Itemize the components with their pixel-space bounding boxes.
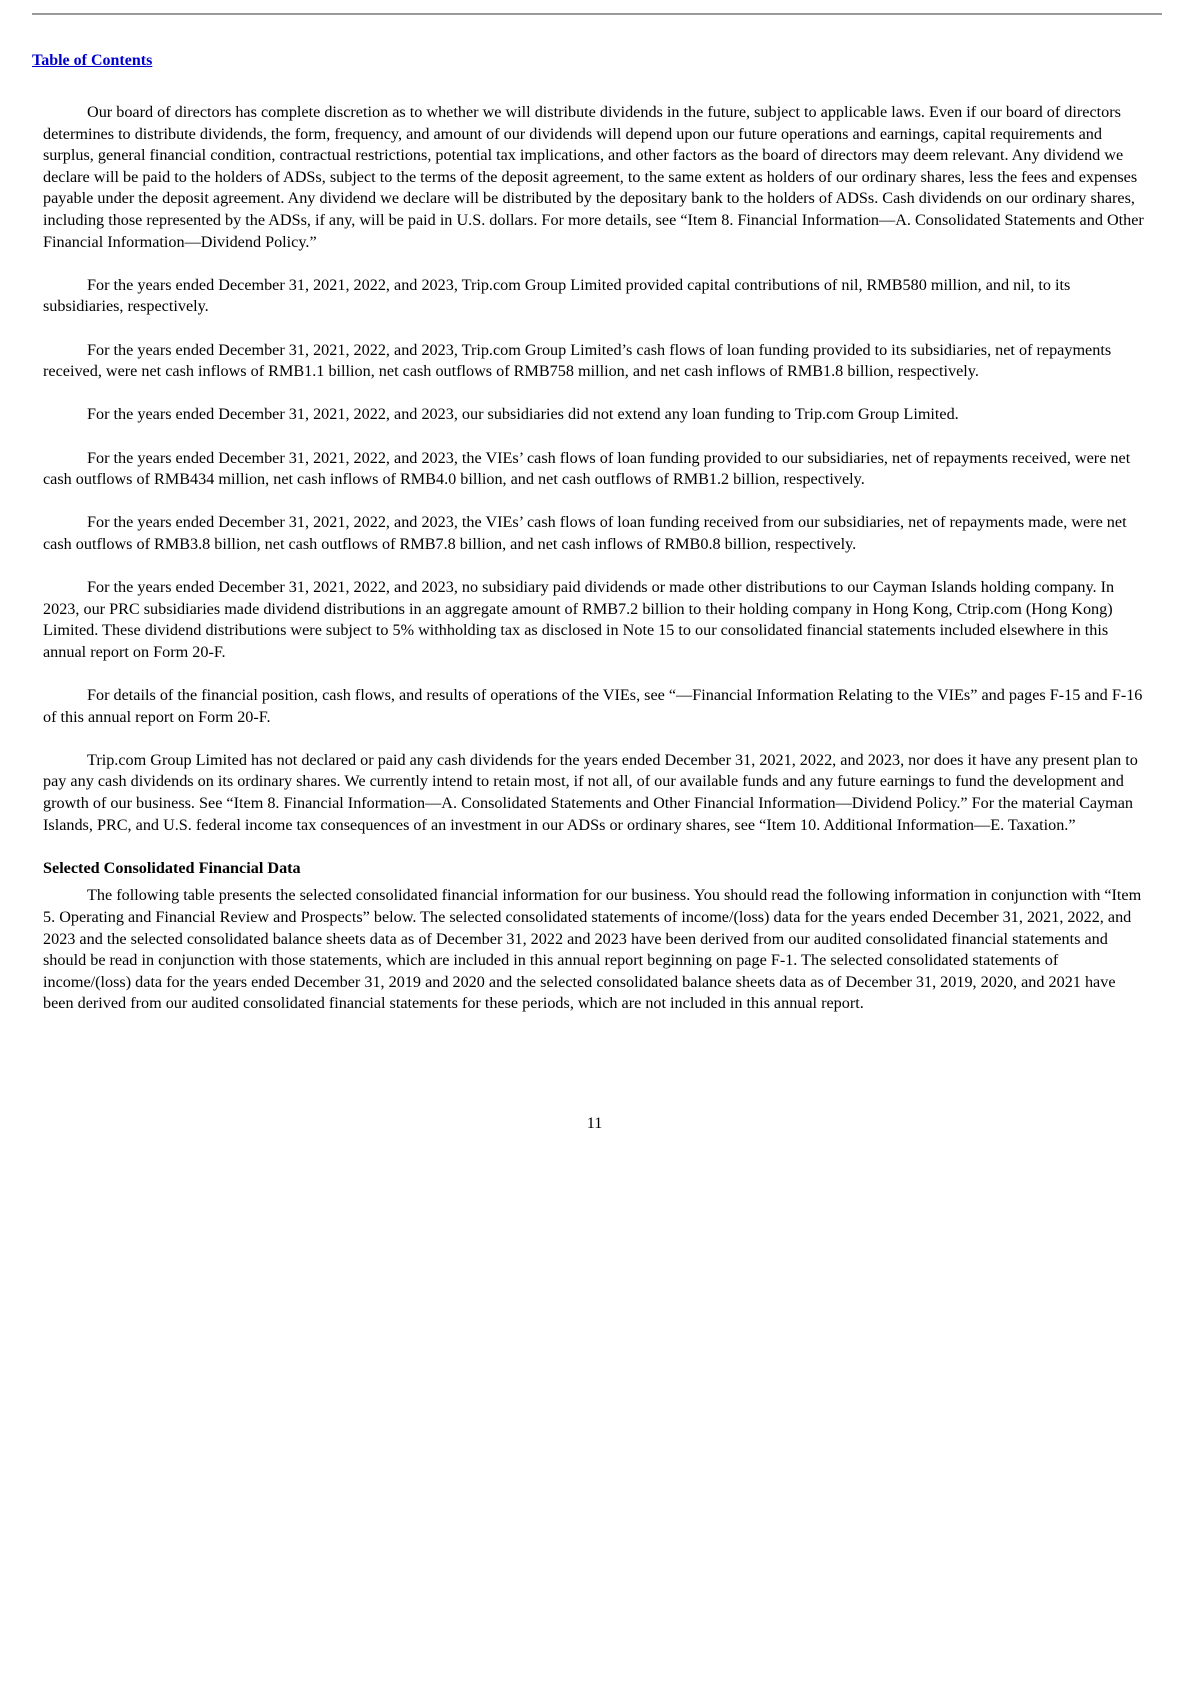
paragraph-vie-financial-details: For details of the financial position, cash flows, and results of operations of the VIEs, see “—Financial Information Relating to the VIEs” and pages F-15 and F-16 of this annual report on Form 20-F. [43, 686, 1143, 726]
table-of-contents-link[interactable]: Table of Contents [32, 52, 153, 69]
paragraph-no-cash-dividends: Trip.com Group Limited has not declared or paid any cash dividends for the years ended December 31, 2021, 2022, and 2023, nor does it have any present plan to pay any cash dividends on its ordinary shares. We currently intend to retain most, if not all, of our available funds and any future earnings to fund the development and growth of our business. See “Item 8. Financial Information—A. Consolidated Statements and Other Financial Information—Dividend Policy.” For the material Cayman Islands, PRC, and U.S. federal income tax consequences of an investment in our ADSs or ordinary shares, see “Item 10. Additional Information—E. Taxation.” [43, 750, 1138, 834]
section-heading: Selected Consolidated Financial Data [43, 858, 301, 877]
paragraph-subsidiary-loans: For the years ended December 31, 2021, 2022, and 2023, our subsidiaries did not extend any loan funding to Trip.com Group Limited. [87, 405, 959, 424]
paragraph-dividend-discretion: Our board of directors has complete discretion as to whether we will distribute dividends in the future, subject to applicable laws. Even if our board of directors determines to distribute dividends, the form, frequency, and amount of our dividends will depend upon our future operations and earnings, capital requirements and surplus, general financial condition, contractual restrictions, potential tax implications, and other factors as the board of directors may deem relevant. Any dividend we declare will be paid to the holders of ADSs, subject to the terms of the deposit agreement, to the same extent as holders of our ordinary shares, less the fees and expenses payable under the deposit agreement. Any dividend we declare will be distributed by the depositary bank to the holders of ADSs. Cash dividends on our ordinary shares, including those represented by the ADSs, if any, will be paid in U.S. dollars. For more details, see “Item 8. Financial Information—A. Consolidated Statements and Other Financial Information—Dividend Policy.” [43, 103, 1144, 251]
paragraph-vie-loans-provided: For the years ended December 31, 2021, 2022, and 2023, the VIEs’ cash flows of loan funding provided to our subsidiaries, net of repayments received, were net cash outflows of RMB434 million, net cash inflows of RMB4.0 billion, and net cash outflows of RMB1.2 billion, respectively. [43, 448, 1131, 489]
paragraph-selected-financial-data: The following table presents the selected consolidated financial information for our business. You should read the following information in conjunction with “Item 5. Operating and Financial Review and Prospects” below. The selected consolidated statements of income/(loss) data for the years ended December 31, 2021, 2022, and 2023 and the selected consolidated balance sheets data as of December 31, 2022 and 2023 have been derived from our audited consolidated financial statements and should be read in conjunction with those statements, which are included in this annual report beginning on page F-1. The selected consolidated statements of income/(loss) data for the years ended December 31, 2019 and 2020 and the selected consolidated balance sheets data as of December 31, 2019, 2020, and 2021 have been derived from our audited consolidated financial statements for these periods, which are not included in this annual report. [43, 886, 1142, 1013]
paragraph-dividend-distributions: For the years ended December 31, 2021, 2022, and 2023, no subsidiary paid dividends or made other distributions to our Cayman Islands holding company. In 2023, our PRC subsidiaries made dividend distributions in an aggregate amount of RMB7.2 billion to their holding company in Hong Kong, Ctrip.com (Hong Kong) Limited. These dividend distributions were subject to 5% withholding tax as disclosed in Note 15 to our consolidated financial statements included elsewhere in this annual report on Form 20-F. [43, 578, 1115, 661]
page-number: 11 [586, 1114, 603, 1132]
paragraph-loan-funding-provided: For the years ended December 31, 2021, 2022, and 2023, Trip.com Group Limited’s cash flows of loan funding provided to its subsidiaries, net of repayments received, were net cash inflows of RMB1.1 billion, net cash outflows of RMB758 million, and net cash inflows of RMB1.8 billion, respectively. [43, 340, 1112, 381]
document-body [43, 102, 1148, 1037]
paragraph-vie-loans-received: For the years ended December 31, 2021, 2022, and 2023, the VIEs’ cash flows of loan funding received from our subsidiaries, net of repayments made, were net cash outflows of RMB3.8 billion, net cash outflows of RMB7.8 billion, and net cash inflows of RMB0.8 billion, respectively. [43, 513, 1127, 553]
paragraph-capital-contributions: For the years ended December 31, 2021, 2022, and 2023, Trip.com Group Limited provided capital contributions of nil, RMB580 million, and nil, to its subsidiaries, respectively. [43, 275, 1071, 316]
top-divider [32, 13, 1162, 15]
